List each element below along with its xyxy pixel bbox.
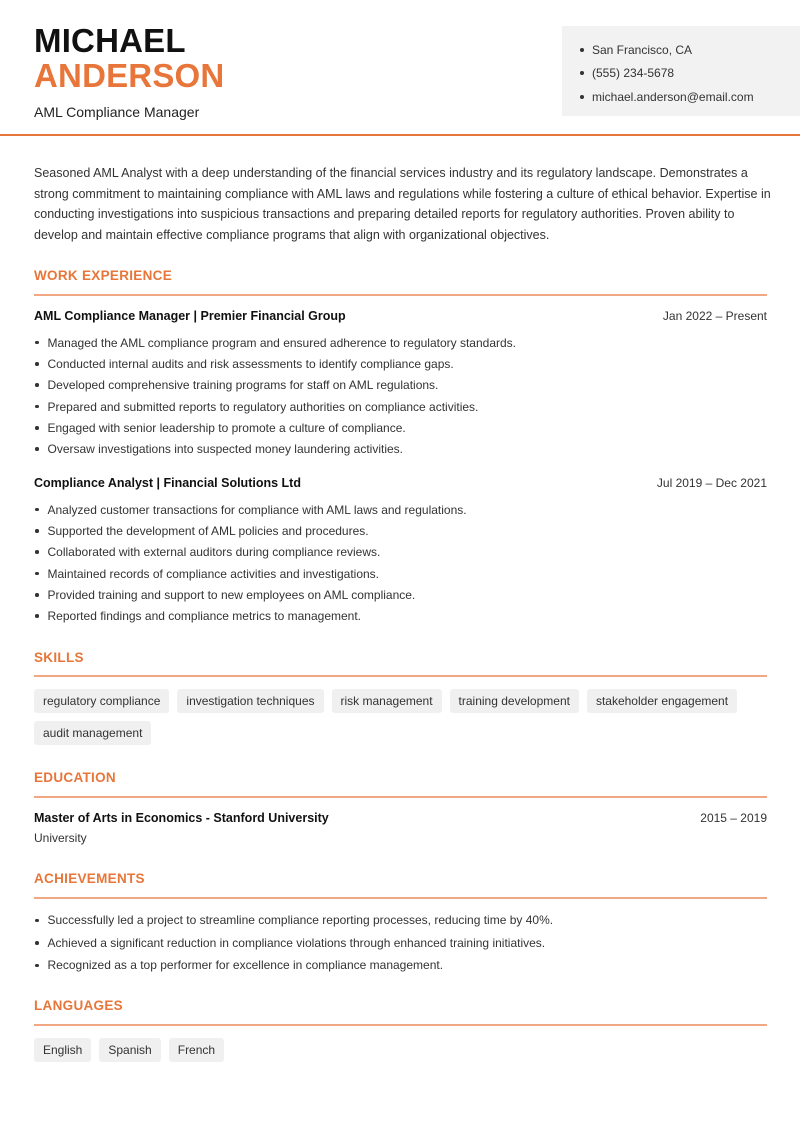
bullet-icon [35,405,39,409]
contact-email-text: michael.anderson@email.com [592,89,754,104]
skill-tag: risk management [332,689,442,713]
education-dates: 2015 – 2019 [700,811,767,825]
list-item [34,417,767,438]
list-item-text: Supported the development of AML policies and procedures. [47,523,369,538]
list-item-text: Conducted internal audits and risk assessments to identify compliance gaps. [47,356,454,371]
section-rule [34,897,767,899]
bullet-icon [35,572,39,576]
list-item [34,542,767,563]
job-dates: Jul 2019 – Dec 2021 [656,476,767,490]
bullet-icon [35,550,39,554]
list-item-text: Prepared and submitted reports to regulatory authorities on compliance activities. [47,399,479,414]
job-header [34,309,767,323]
bullet-icon [35,508,39,512]
bullet-icon [35,362,39,366]
list-item-text: Managed the AML compliance program and ensured adherence to regulatory standards. [47,335,517,350]
list-item [34,584,767,605]
list-item-text: Reported findings and compliance metrics to management. [47,609,361,624]
list-item [34,375,767,396]
education-type: University [34,831,87,845]
section-rule [34,796,767,798]
list-item-text: Provided training and support to new employees on AML compliance. [47,587,416,602]
job-title: AML Compliance Manager [34,104,200,120]
language-tag: Spanish [99,1038,160,1062]
list-item-text: Analyzed customer transactions for compliance with AML laws and regulations. [47,502,467,517]
education-header [34,811,767,825]
list-item [34,520,767,541]
skill-tag: training development [450,689,579,713]
achievement-bullets [34,909,767,977]
list-item-text: Collaborated with external auditors during compliance reviews. [47,545,381,560]
section-title-achievements: ACHIEVEMENTS [34,871,145,886]
list-item [34,332,767,353]
job-bullets [34,499,767,627]
skill-tag: investigation techniques [177,689,323,713]
list-item [34,438,767,459]
list-item-text: Engaged with senior leadership to promote a culture of compliance. [47,420,406,435]
bullet-icon [35,919,39,923]
bullet-icon [35,426,39,430]
summary: Seasoned AML Analyst with a deep understanding of the financial services industry and its regulatory landscape. Demonstrates a strong commitment to maintaining compliance with AML laws and regulations while fostering a culture of ethical behavior. Expertise in conducting investigations into suspicious transactions and preparing detailed reports for regulatory authorities. Proven ability to develop and maintain effective compliance programs that align with organizational objectives. [34,166,771,243]
list-item [34,605,767,626]
list-item-text: Developed comprehensive training programs for staff on AML regulations. [47,378,439,393]
skills-list [34,689,767,745]
list-item [34,396,767,417]
bullet-icon [35,341,39,345]
list-item-text: Achieved a significant reduction in compliance violations through enhanced training initiatives. [47,935,546,950]
last-name: ANDERSON [34,57,225,94]
section-rule [34,1024,767,1026]
section-title-work: WORK EXPERIENCE [34,268,173,283]
bullet-icon [35,383,39,387]
list-item [34,499,767,520]
language-tag: English [34,1038,91,1062]
contact-location-text: San Francisco, CA [592,42,693,57]
bullet-icon [35,447,39,451]
bullet-icon [35,529,39,533]
list-item [34,909,767,932]
first-name: MICHAEL [34,22,186,59]
section-rule [34,675,767,677]
bullet-icon [35,941,39,945]
job-role: AML Compliance Manager | Premier Financial Group [34,309,346,323]
bullet-icon [35,964,39,968]
education-degree: Master of Arts in Economics - Stanford University [34,811,329,825]
language-tag: French [169,1038,224,1062]
list-item-text: Recognized as a top performer for excellence in compliance management. [47,958,444,973]
languages-list [34,1038,767,1062]
list-item [34,563,767,584]
bullet-icon [580,48,584,52]
skill-tag: audit management [34,721,151,745]
contact-location [580,38,782,62]
list-item [34,932,767,955]
bullet-icon [580,95,584,99]
contact-email [580,85,782,109]
skill-tag: stakeholder engagement [587,689,737,713]
contact-phone-text: (555) 234-5678 [592,66,675,81]
skill-tag: regulatory compliance [34,689,169,713]
bullet-icon [580,71,584,75]
contact-box [562,26,800,116]
name-block [34,24,224,120]
list-item [34,353,767,374]
list-item-text: Successfully led a project to streamline compliance reporting processes, reducing time by 40%. [47,913,554,928]
list-item [34,954,767,977]
contact-phone [580,62,782,86]
job-dates: Jan 2022 – Present [662,309,767,323]
job-header [34,476,767,490]
section-title-education: EDUCATION [34,770,116,785]
job-role: Compliance Analyst | Financial Solutions Ltd [34,476,301,490]
list-item-text: Maintained records of compliance activities and investigations. [47,566,380,581]
section-rule [34,294,767,296]
section-title-skills: SKILLS [34,650,84,665]
list-item-text: Oversaw investigations into suspected money laundering activities. [47,442,404,457]
job-bullets [34,332,767,460]
bullet-icon [35,614,39,618]
section-title-languages: LANGUAGES [34,998,123,1013]
resume-header [0,0,800,136]
bullet-icon [35,593,39,597]
